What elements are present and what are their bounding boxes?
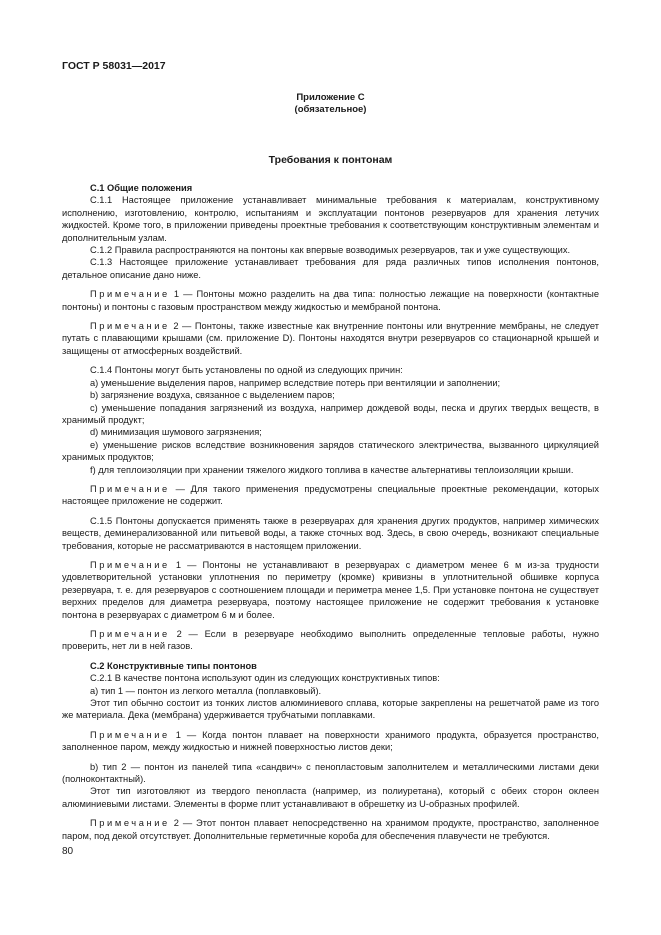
list-item-e: e) уменьшение рисков вследствие возникновения зарядов статического электричества, вызванного циркуляцией хранимых продуктов; bbox=[62, 439, 599, 463]
note-4 bbox=[62, 559, 599, 621]
note-text: 2 — Если в резервуаре необходимо выполнить определенные тепловые работы, нужно проверить, нет ли в ней газов. bbox=[62, 629, 599, 652]
appendix-title: Требования к понтонам bbox=[268, 154, 393, 166]
type-1-description: Этот тип обычно состоит из тонких листов алюминиевого сплава, которые закреплены на решетчатой раме из того же материала. Дека (мембрана) удерживается трубчатыми поплавками. bbox=[62, 698, 599, 721]
paragraph-c1-1: С.1.1 Настоящее приложение устанавливает минимальные требования к материалам, конструктивному исполнению, изготовлению, контролю, испытаниям и эксплуатации понтонов резервуаров для хранения летучих жидкостей. Кроме того, в приложении приведены проектные требования к соответствующим конструктивным элементам и дополнительным узлам. bbox=[62, 195, 599, 243]
list-item-type-2: b) тип 2 — понтон из панелей типа «сандвич» с пенопластовым заполнителем и металлическими листами деки (полноконтактный). bbox=[62, 761, 599, 785]
section-heading-c2: С.2 Конструктивные типы понтонов bbox=[90, 660, 257, 671]
list-item-type-1: a) тип 1 — понтон из легкого металла (поплавковый). bbox=[90, 685, 322, 696]
note-6 bbox=[62, 729, 599, 754]
note-label: Примечание bbox=[90, 483, 170, 494]
note-text: 1 — Понтоны можно разделить на два типа: полностью лежащие на поверхности (контактные понтоны) и понтоны с газовым пространством между жидкостью и мембраной понтона. bbox=[62, 289, 599, 312]
note-label: Примечание bbox=[90, 729, 170, 740]
type-2-description: Этот тип изготовляют из твердого пенопласта (например, из полиуретана), который с обеих сторон оклеен алюминиевыми листами. Элементы в форме плит устанавливают в обрешетку из U-образных профилей. bbox=[62, 786, 599, 809]
doc-header: ГОСТ Р 58031—2017 bbox=[62, 60, 166, 72]
paragraph-c2-1: С.2.1 В качестве понтона используют один из следующих конструктивных типов: bbox=[90, 673, 440, 684]
appendix-label: Приложение С bbox=[296, 92, 365, 103]
note-text: 2 — Этот понтон плавает непосредственно на хранимом продукте, пространство, заполненное паром, под декой отсутствует. Дополнительные герметичные короба для обеспечения плавучести не требуются. bbox=[62, 818, 599, 841]
paragraph-c1-2: С.1.2 Правила распространяются на понтоны как впервые возводимых резервуаров, так и уже существующих. bbox=[90, 245, 571, 256]
note-label: Примечание bbox=[90, 559, 170, 570]
note-2 bbox=[62, 320, 599, 357]
list-item-f: f) для теплоизоляции при хранении тяжелого жидкого топлива в качестве альтернативы теплоизоляции крыши. bbox=[90, 464, 574, 475]
section-heading-c1: С.1 Общие положения bbox=[90, 183, 193, 193]
list-item-d: d) минимизация шумового загрязнения; bbox=[90, 427, 262, 438]
note-label: Примечание bbox=[90, 289, 170, 300]
paragraph-c1-4: С.1.4 Понтоны могут быть установлены по одной из следующих причин: bbox=[90, 365, 403, 376]
appendix-status: (обязательное) bbox=[294, 104, 367, 115]
note-5 bbox=[62, 628, 599, 653]
note-label: Примечание bbox=[90, 629, 170, 639]
note-text: 1 — Понтоны не устанавливают в резервуарах с диаметром менее 6 м из-за трудности удовлетворительной установки уплотнения по периметру (кромке) кривизны в уплотнительной обшивке корпуса резервуара, т. е. для резервуаров с соотношением площади и периметра менее 1,5. При установке понтона не существует верхних пределов для диаметра резервуара, поэтому настоящее приложение не содержит требования к установке понтона в резервуарах с диаметром 6 м и более. bbox=[62, 559, 599, 620]
note-text: — Для такого применения предусмотрены специальные проектные рекомендации, которых настоящее приложение не содержит. bbox=[62, 483, 599, 507]
document-body bbox=[62, 182, 599, 842]
note-text: 2 — Понтоны, также известные как внутренние понтоны или внутренние мембраны, не следует путать с плавающими крышами (см. приложение D). Понтоны находятся внутри резервуаров со стационарной крышей и защищены от атмосферных воздействий. bbox=[62, 321, 599, 356]
note-1 bbox=[62, 288, 599, 313]
note-7 bbox=[62, 817, 599, 842]
page-number: 80 bbox=[62, 846, 74, 857]
note-label: Примечание bbox=[90, 818, 170, 829]
note-label: Примечание bbox=[90, 321, 170, 332]
note-text: 1 — Когда понтон плавает на поверхности хранимого продукта, образуется пространство, заполненное паром, между жидкостью и нижней поверхностью листов деки; bbox=[62, 729, 599, 753]
list-item-c: c) уменьшение попадания загрязнений из воздуха, например дождевой воды, песка и других твердых веществ, в хранимый продукт; bbox=[62, 402, 599, 425]
note-3 bbox=[62, 483, 599, 508]
paragraph-c1-3: С.1.3 Настоящее приложение устанавливает требования для ряда различных типов исполнения понтонов, детальное описание дано ниже. bbox=[62, 257, 599, 280]
list-item-a: a) уменьшение выделения паров, например вследствие потерь при вентиляции и заполнении; bbox=[90, 377, 501, 388]
paragraph-c1-5: С.1.5 Понтоны допускается применять также в резервуарах для хранения других продуктов, например химических веществ, деминерализованной или питьевой воды, а также сточных вод. Здесь, в свою очередь, возникают специальные требования, которые не рассматриваются в настоящем приложении. bbox=[62, 515, 599, 551]
list-item-b: b) загрязнение воздуха, связанное с выделением паров; bbox=[90, 390, 335, 401]
